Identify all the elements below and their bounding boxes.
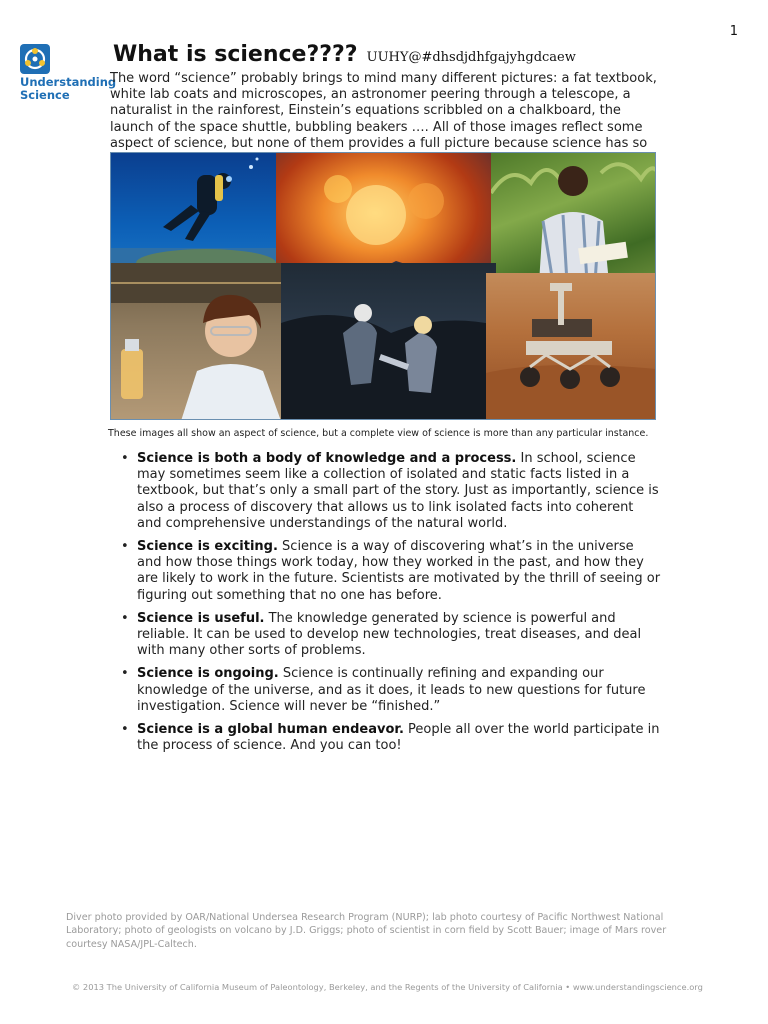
- image-caption: These images all show an aspect of science, but a complete view of science is more than any particular instance.: [108, 428, 649, 439]
- bullet-text: Science is continually refining and expanding our knowledge of the universe, and as it does, it leads to new questions for future investigation. Science will never be “finished.”: [137, 666, 646, 714]
- list-item: [121, 722, 661, 754]
- photo-credits: Diver photo provided by OAR/National Undersea Research Program (NURP); lab photo courtesy of Pacific Northwest National Laboratory; photo of geologists on volcano by J.D. Griggs; photo of scientist in corn field by Scott Bauer; image of Mars rover courtesy NASA/JPL-Caltech.: [66, 912, 667, 950]
- copyright-footer: © 2013 The University of California Museum of Paleontology, Berkeley, and the Regents of the University of California • www.understandingscience.org: [72, 982, 703, 992]
- cornfield-scientist-photo: [491, 153, 656, 283]
- bullet-icon: •: [121, 539, 129, 555]
- science-facets-list: [121, 451, 661, 761]
- list-item: [121, 666, 661, 715]
- page-number: 1: [729, 24, 738, 39]
- list-item: [121, 539, 661, 604]
- logo-text-line2: Science: [20, 88, 70, 102]
- list-item: [121, 451, 661, 532]
- bullet-heading: Science is both a body of knowledge and a process.: [137, 451, 517, 466]
- bullet-text: The knowledge generated by science is powerful and reliable. It can be used to develop new technologies, treat diseases, and deal with many other sorts of problems.: [137, 610, 642, 659]
- bullet-heading: Science is a global human endeavor.: [137, 722, 404, 738]
- page-header: [113, 42, 673, 67]
- logo-text-line1: Understanding: [20, 75, 117, 89]
- bullet-text: Science is a way of discovering what’s in the universe and how those things work today, how they worked in the past, and how they are likely to work in the future. Scientists are motivated by the thrill of seeing or figuring out something that no one has before.: [137, 539, 661, 603]
- understanding-science-logo[interactable]: [20, 44, 117, 102]
- lab-scientist-photo: [111, 263, 301, 420]
- bullet-heading: Science is exciting.: [137, 539, 278, 555]
- title-suffix: UUHY@#dhsdjdhfgajyhgdcaew: [366, 50, 576, 65]
- bullet-icon: •: [121, 610, 129, 626]
- bullet-heading: Science is useful.: [137, 610, 265, 626]
- bullet-text: People all over the world participate in the process of science. And you can too!: [137, 722, 660, 754]
- bullet-heading: Science is ongoing.: [137, 666, 279, 682]
- page-title: What is science????: [113, 42, 358, 67]
- mars-rover-photo: [486, 273, 656, 420]
- bullet-text: In school, science may sometimes seem like a collection of isolated and static facts listed in a textbook, but that’s only a small part of the story. Just as importantly, science is also a process of discovery that allows us to link isolated facts into coherent and comprehensive understandings of the natural world.: [137, 451, 659, 531]
- bullet-icon: •: [121, 451, 129, 466]
- geologists-on-volcano-photo: [281, 263, 496, 420]
- list-item: [121, 611, 661, 660]
- understanding-science-logo-icon: [20, 44, 50, 74]
- science-photo-collage: [110, 152, 656, 420]
- bullet-icon: •: [121, 722, 129, 738]
- bullet-icon: •: [121, 666, 129, 682]
- intro-paragraph: The word “science” probably brings to mind many different pictures: a fat textbook, white lab coats and microscopes, an astronomer peering through a telescope, a naturalist in the rainforest, Einstein’s equations scribbled on a chalkboard, the launch of the space shuttle, bubbling beakers …. All of those images reflect some aspect of science, but none of them provides a full picture because science has so: [110, 71, 657, 151]
